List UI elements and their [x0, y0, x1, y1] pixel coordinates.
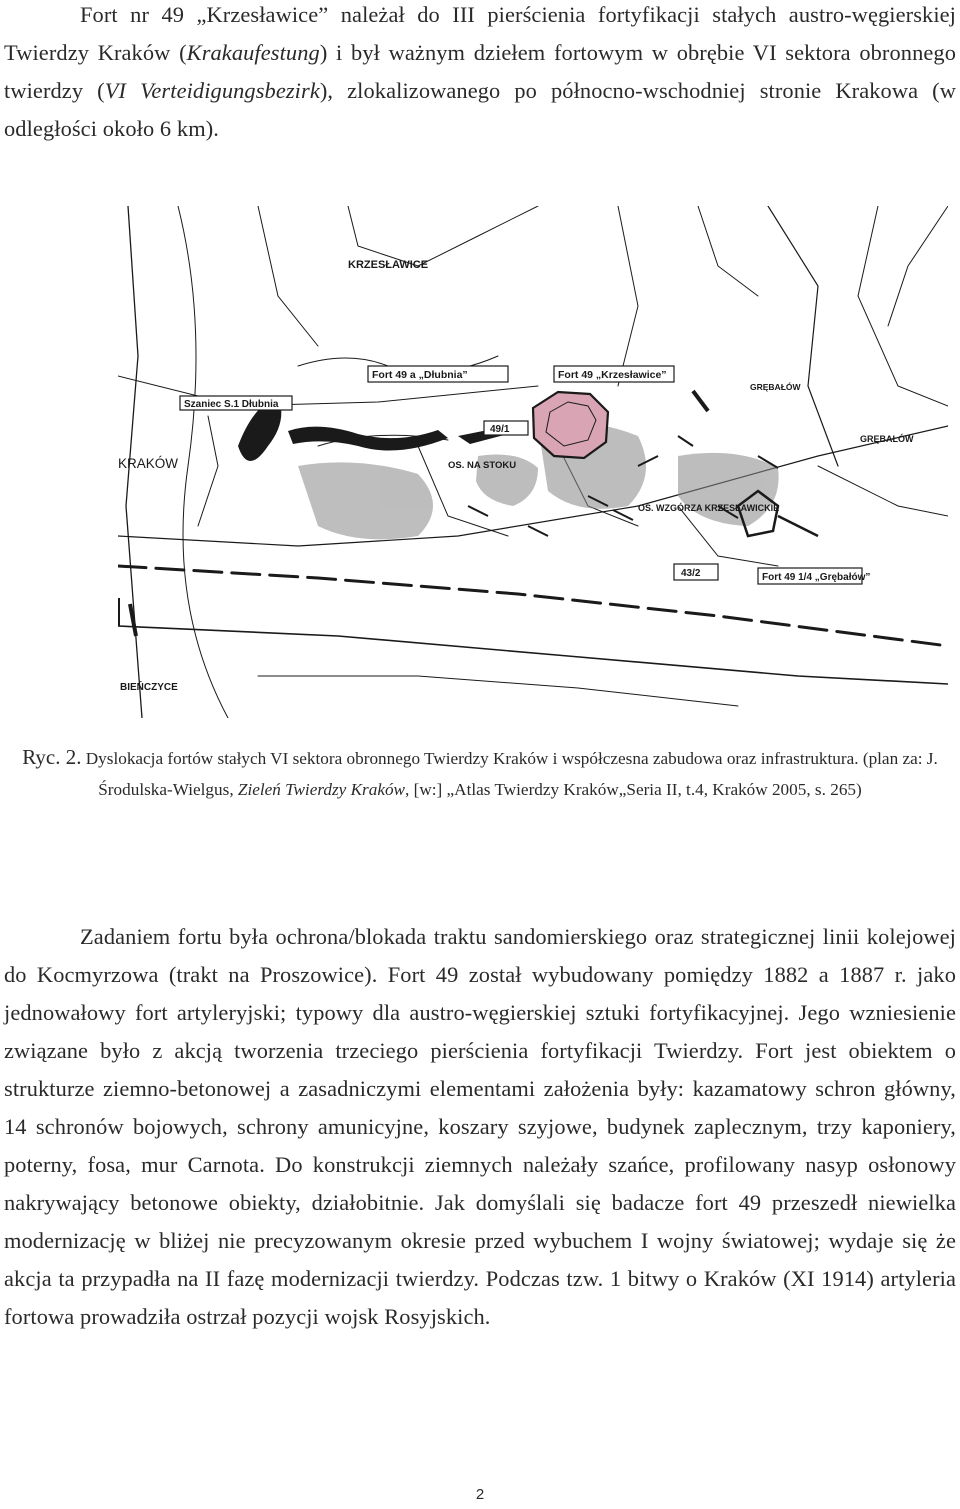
label-bienczyce: BIEŃCZYCE [120, 682, 178, 693]
caption-figure-number: Ryc. 2. [22, 745, 82, 769]
label-grebalow-top: GRĘBAŁÓW [750, 382, 801, 392]
page-number: 2 [475, 1486, 485, 1503]
body-paragraph [4, 918, 956, 1336]
label-43-2: 43/2 [681, 568, 701, 579]
caption-text-2: , [w:] „Atlas Twierdzy Kraków„Seria II, t.4, Kraków 2005, s. 265) [405, 780, 862, 799]
label-os-wzgorza: OS. WZGÓRZA KRZESŁAWICKIE [638, 503, 780, 513]
label-szaniec: Szaniec S.1 Dłubnia [184, 399, 279, 410]
intro-text-1: Fort nr 49 „Krzesławice” należał do III pierścienia fortyfikacji stałych austro-węgierskiej Twierdzy Kraków ( [4, 2, 956, 65]
label-fort-49: Fort 49 „Krzesławice” [558, 369, 667, 381]
label-fort-49a: Fort 49 a „Dłubnia” [372, 369, 468, 381]
map-figure [118, 206, 948, 718]
intro-text-3: ), zlokalizowanego po północno-wschodniej stronie Krakowa (w odległości około 6 km). [4, 78, 956, 141]
intro-term-krakaufestung: Krakaufestung [186, 40, 320, 65]
label-fort-49-14: Fort 49 1/4 „Grębałów” [762, 572, 871, 583]
label-49-1: 49/1 [490, 424, 510, 435]
fort-location-map [118, 206, 948, 718]
intro-term-verteidigungsbezirk: VI Verteidigungsbezirk [104, 78, 320, 103]
label-grebalow: GRĘBAŁÓW [860, 434, 914, 444]
caption-book-title: Zieleń Twierdzy Kraków [237, 780, 406, 799]
figure-caption [0, 742, 960, 805]
caption-text-1: Dyslokacja fortów stałych VI sektora obronnego Twierdzy Kraków i współczesna zabudowa oraz infrastruktura. (plan za: J. Środulska-Wielgus, [81, 749, 938, 799]
label-krakow: KRAKÓW [118, 456, 179, 471]
body-text: Zadaniem fortu była ochrona/blokada traktu sandomierskiego oraz strategicznej linii kolejowej do Kocmyrzowa (trakt na Proszowice). Fort 49 został wybudowany pomiędzy 1882 a 1887 r. jako jednowałowy fort artyleryjski; typowy dla austro-węgierskiej sztuki fortyfikacyjnej. Jego wzniesienie związane było z akcją tworzenia trzeciego pierścienia fortyfikacji Twierdzy. Fort jest obiektem o strukturze ziemno-betonowej a zasadniczymi elementami założenia były: kazamatowy schron główny, 14 schronów bojowych, schrony amunicyjne, koszary szyjowe, budynek zaplecznym, trzy kaponiery, poterny, fosa, mur Carnota. Do konstrukcji ziemnych należały szańce, profilowany nasyp osłonowy nakrywający betonowe obiekty, działobitnie. Jak domyślali się badacze fort 49 przeszedł niewielka modernizację w bliżej nie precyzowanym okresie przed wybuchem I wojny światowej; wydaje się że akcja ta przypadła na II fazę modernizacji twierdzy. Podczas tzw. 1 bitwy o Kraków (XI 1914) artyleria fortowa prowadziła ostrzał pozycji wojsk Rosyjskich. [4, 924, 956, 1329]
intro-paragraph [4, 0, 956, 148]
label-krzeslawice: KRZESŁAWICE [348, 259, 429, 271]
intro-text-2: ) i był ważnym dziełem fortowym w obrębie VI sektora obronnego twierdzy ( [4, 40, 956, 103]
label-os-na-stoku: OS. NA STOKU [448, 460, 517, 471]
